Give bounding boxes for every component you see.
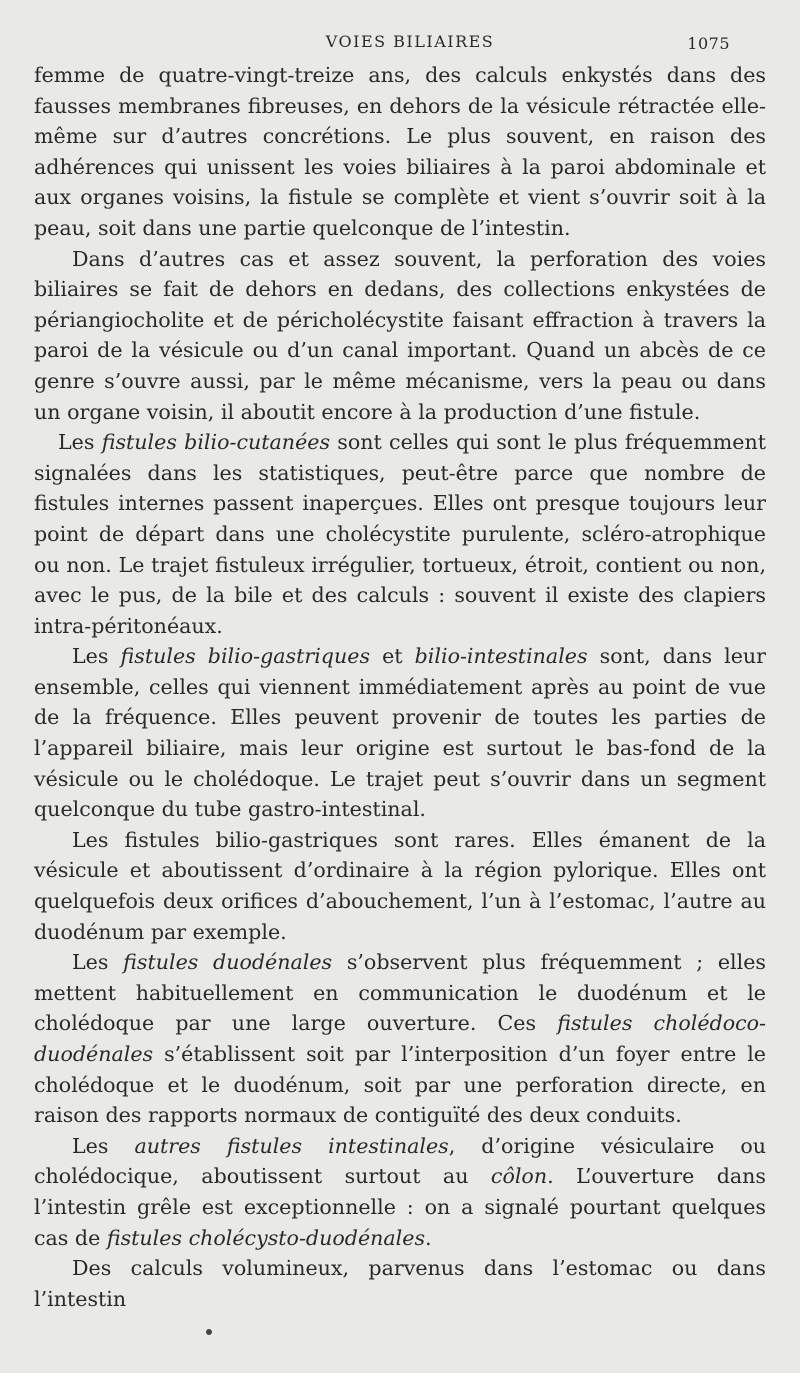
paragraph-7-mid2: . L’ouverture dans l’intestin grêle est exceptionnelle : on a signalé pourtant quelques cas de <box>34 1164 766 1250</box>
term-duodenal-fistulas: fistules duodénales <box>123 950 333 975</box>
paragraph-3-body: sont celles qui sont le plus fréquemment signalées dans les statistiques, peut-être parce que nombre de fistules internes passent inaperçues. Elles ont presque toujours leur point de départ dans une cholécystite purulente, scléro-atrophique ou non. Le trajet fistuleux irrégulier, tortueux, étroit, contient ou non, avec le pus, de la bile et des calculs : souvent il existe des clapiers intra-péritonéaux. <box>34 430 766 638</box>
term-choledoco-duodenal-fistulas: fistules cholédoco-duodénales <box>34 1011 766 1066</box>
body-text <box>34 60 766 1314</box>
paragraph-7-lead: Les <box>72 1133 135 1158</box>
page-number: 1075 <box>687 34 730 53</box>
paragraph-6 <box>34 947 766 1131</box>
paragraph-6-body: s’établissent soit par l’interposition d’un foyer entre le cholédoque et le duodénum, soit par une perforation directe, en raison des rapports normaux de contiguïté des deux conduits. <box>34 1042 766 1128</box>
paragraph-6-mid: s’observent plus fréquemment ; elles mettent habituellement en communication le duodénum et le cholédoque par une large ouverture. Ces <box>34 950 766 1036</box>
term-other-intestinal-fistulas: autres fistules intestinales <box>134 1133 449 1158</box>
paragraph-2: Dans d’autres cas et assez souvent, la perforation des voies biliaires se fait de dehors en dedans, des collections enkystées de périangiocholite et de péricholécystite faisant effraction à travers la paroi de la vésicule ou d’un canal important. Quand un abcès de ce genre s’ouvre aussi, par le même mécanisme, vers la peau ou dans un organe voisin, il aboutit encore à la production d’une fistule. <box>34 246 766 424</box>
page-header <box>34 0 766 60</box>
term-colon: côlon <box>490 1164 548 1189</box>
paragraph-6-lead: Les <box>72 950 124 975</box>
paragraph-4-body: sont, dans leur ensemble, celles qui viennent immédiatement après au point de vue de la fréquence. Elles peuvent provenir de toutes les parties de l’appareil biliaire, mais leur origine est surtout le bas-fond de la vésicule ou le cholédoque. Le trajet peut s’ouvrir dans un segment quelconque du tube gastro-intestinal. <box>34 644 767 822</box>
paragraph-3 <box>34 427 766 641</box>
term-bilio-intestinal: bilio-intestinales <box>414 644 588 669</box>
paragraph-1: femme de quatre-vingt-treize ans, des calculs enkystés dans des fausses membranes fibreuses, en dehors de la vésicule rétractée elle-même sur d’autres concrétions. Le plus souvent, en raison des adhérences qui unissent les voies biliaires à la paroi abdominale et aux organes voisins, la fistule se complète et vient s’ouvrir soit à la peau, soit dans une partie quelconque de l’intestin. <box>34 63 766 240</box>
paragraph-4-conj: et <box>370 644 415 669</box>
paragraph-5: Les fistules bilio-gastriques sont rares. Elles émanent de la vésicule et aboutissent d’ordinaire à la région pylorique. Elles ont quelquefois deux orifices d’abouchement, l’un à l’estomac, l’autre au duodénum par exemple. <box>34 827 766 944</box>
paragraph-7-mid: , d’origine vésiculaire ou cholédocique, aboutissent surtout au <box>34 1133 766 1189</box>
running-title: VOIES BILIAIRES <box>325 32 495 51</box>
term-bilio-cutaneous-fistulas: fistules bilio-cutanées <box>101 430 331 455</box>
paragraph-7 <box>34 1131 766 1253</box>
paragraph-3-lead: Les <box>58 430 102 455</box>
term-cholecysto-duodenal-fistulas: fistules cholécysto-duodénales <box>106 1225 426 1250</box>
paragraph-7-end: . <box>425 1225 432 1250</box>
paragraph-4-lead: Les <box>72 644 121 669</box>
paragraph-4 <box>34 641 766 825</box>
paragraph-8: Des calculs volumineux, parvenus dans l’estomac ou dans l’intestin <box>34 1256 766 1311</box>
term-bilio-gastric-fistulas: fistules bilio-gastriques <box>120 644 371 669</box>
printer-mark <box>206 1329 212 1335</box>
